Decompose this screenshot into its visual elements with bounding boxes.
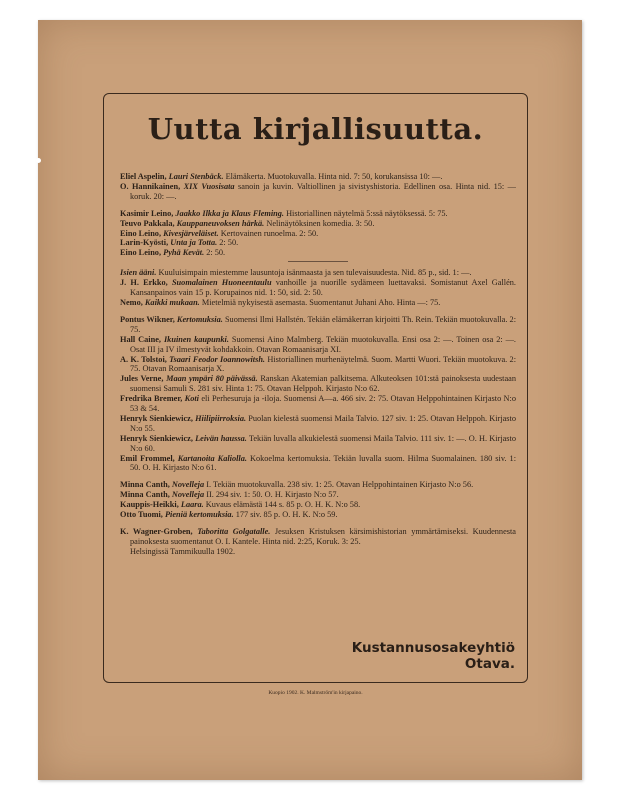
entry-author: Eino Leino,: [120, 248, 162, 258]
entry-description: Elämäkerta. Muotokuvalla. Hinta nid. 7: 50, korukansissa 10: —.: [225, 172, 443, 181]
entry-author: Hall Caine,: [120, 334, 161, 344]
book-list: [120, 172, 516, 557]
section-separator: [120, 261, 516, 268]
entry-description: Nelinäytöksinen komedia. 3: 50.: [266, 218, 375, 228]
book-entry: [120, 219, 516, 229]
entry-author: Nemo,: [120, 297, 143, 307]
entry-author: Pontus Wikner,: [120, 314, 175, 324]
entry-author: Kauppis-Heikki,: [120, 500, 179, 510]
book-entry: [120, 434, 516, 454]
entry-title: Kartanoita Kaliolla.: [177, 453, 247, 463]
entry-title: Koti: [184, 394, 199, 404]
entry-description: Suomensi Aino Malmberg. Tekiän muotokuvalla. Ensi osa 2: —. Toinen osa 2: —. Osat III ja IV ilmestyvät kohdakkoin. Otavan Romaanisarja XI.: [130, 334, 517, 354]
entry-description: 2: 50.: [219, 238, 239, 248]
entry-description: 177 siv. 85 p. O. H. K. N:o 59.: [235, 510, 338, 520]
entry-description: Historiallinen näytelmä 5:ssä näytöksessä. 5: 75.: [286, 208, 448, 218]
entry-description: Puolan kielestä suomensi Maila Talvio. 127 siv. 1: 25. Otavan Helppoh. Kirjasto N:o 55.: [130, 413, 516, 433]
entry-title: Kauppaneuvoksen härkä.: [176, 218, 265, 228]
section-separator: [120, 520, 516, 527]
entry-description: Kokoelma kertomuksia. Tekiän luvalla suom. Hilma Suomalainen. 180 siv. 1: 50. O. H. Kirjasto N:o 61.: [130, 453, 516, 473]
page-title: Uutta kirjallisuutta.: [147, 112, 484, 146]
entry-description: Tekiän luvalla alkukielestä suomensi Maila Talvio. 111 siv. 1: —. O. H. Kirjasto N:o 60.: [130, 433, 516, 453]
entry-author: Henryk Sienkiewicz,: [120, 413, 193, 423]
entry-author: Eliel Aspelin,: [120, 172, 167, 181]
entry-author: Minna Canth,: [120, 480, 170, 490]
book-entry: [120, 182, 516, 202]
book-entry: [120, 278, 516, 298]
entry-description: Ranskan Akatemian palkitsema. Alkuteoksen 101:stä painoksesta uudestaan suomensi Samuli S. 281 siv. Hinta 1: 75. Otavan Helppoh. Kirjasto N:o 62.: [130, 374, 517, 394]
book-entry: [120, 527, 516, 547]
entry-title: Laara.: [180, 500, 204, 510]
entry-title: Suomalainen Huoneentaulu: [171, 278, 272, 288]
entry-title: Unta ja Totta.: [170, 238, 218, 248]
book-entry: [120, 374, 516, 394]
entry-description: Historiallinen murhenäytelmä. Suom. Martti Wuori. Tekiän muotokuva. 2: 75. Otavan Romaanisarja X.: [130, 354, 516, 374]
entry-description: eli Perhesuruja ja -iloja. Suomensi A—a. 466 siv. 2: 75. Otavan Helppohintainen Kirjasto N:o 53 & 54.: [130, 394, 516, 414]
paper-hole: [36, 158, 41, 163]
entry-description: vanhoille ja nuorille sydämeen luettavaksi. Somistanut Axel Gallén. Kansanpainos vain 15 p. Korupainos nid. 1: 50, sid. 2: 50.: [130, 278, 516, 298]
book-entry: [120, 454, 516, 474]
publisher-name: Kustannusosakeyhtiö Otava.: [351, 640, 515, 672]
section-separator: [120, 308, 516, 315]
book-entry: [120, 298, 516, 308]
entry-title: Lauri Stenbäck.: [168, 172, 224, 181]
entry-author: Fredrika Bremer,: [120, 394, 183, 404]
book-entry: [120, 315, 516, 335]
entry-title: Jaakko Ilkka ja Klaus Fleming.: [175, 208, 284, 218]
entry-description: 2: 50.: [206, 248, 226, 258]
entry-title: Novelleja: [171, 490, 205, 500]
entry-title: Leivän haussa.: [195, 433, 247, 443]
book-entry: [120, 394, 516, 414]
entry-title: Kivesjärveläiset.: [163, 228, 219, 238]
entry-author: K. Wagner-Groben,: [120, 527, 193, 536]
entry-author: Eino Leino,: [120, 228, 162, 238]
entry-author: Teuvo Pakkala,: [120, 218, 175, 228]
book-entry: [120, 268, 516, 278]
entry-description: II. 294 siv. 1: 50. O. H. Kirjasto N:o 57.: [206, 490, 339, 500]
entry-author: Jules Verne,: [120, 374, 164, 384]
entry-title: Isien ääni.: [120, 268, 157, 278]
book-entry: [120, 355, 516, 375]
book-entry: [120, 172, 516, 182]
entry-title: Ikuinen kaupunki.: [163, 334, 229, 344]
book-entry: [120, 414, 516, 434]
book-entry: [120, 229, 516, 239]
book-entry: [120, 490, 516, 500]
section-separator: [120, 202, 516, 209]
book-entry: [120, 335, 516, 355]
entry-author: J. H. Erkko,: [120, 278, 168, 288]
entry-description: Suomensi Ilmi Hallstén. Tekiän elämäkerran kirjoitti Th. Rein. Tekiän muotokuvalla. 2: 75.: [130, 314, 517, 334]
entry-description: Kuuluisimpain miestemme lausuntoja isänmaasta ja sen tulevaisuudesta. Nid. 85 p., sid. 1: —.: [158, 268, 472, 278]
entry-description: sanoin ja kuvin. Valtiollinen ja sivistyshistoria. Edellinen osa. Hinta nid. 15: — koruk. 20: —.: [130, 181, 516, 201]
book-entry: [120, 238, 516, 248]
entry-title: Novelleja: [171, 480, 205, 490]
book-entry: [120, 209, 516, 219]
entry-title: Kertomuksia.: [176, 314, 223, 324]
book-entry: [120, 500, 516, 510]
book-entry: [120, 248, 516, 258]
entry-description: Mietelmiä nykyisestä asemasta. Suomentanut Juhani Aho. Hinta —: 75.: [201, 297, 441, 307]
entry-title: Tsaari Feodor Ioannowitsh.: [169, 354, 266, 364]
entry-title: Maan ympäri 80 päivässä.: [166, 374, 258, 384]
separator-rule: [288, 261, 348, 262]
book-entry: [120, 510, 516, 520]
book-entry: [120, 480, 516, 490]
entry-author: Otto Tuomi,: [120, 510, 163, 520]
dateline: Helsingissä Tammikuulla 1902.: [130, 546, 236, 556]
entry-author: Kasimir Leino,: [120, 208, 174, 218]
entry-author: Emil Frommel,: [120, 453, 175, 463]
entry-description: Kuvaus elämästä 144 s. 85 p. O. H. K. N:o 58.: [205, 500, 361, 510]
section-separator: [120, 473, 516, 480]
entry-title: Pyhä Kevät.: [163, 248, 205, 258]
printer-imprint: Kuopio 1902. K. Malmström'in kirjapaino.: [268, 690, 363, 696]
entry-description: Jesuksen Kristuksen kärsimishistorian ymmärtämiseksi. Kuudennesta painoksesta suomentanut O. I. Kantele. Hinta nid. 2:25, Koruk. 3: 25.: [130, 527, 516, 546]
entry-title: Pieniä kertomuksia.: [164, 510, 234, 520]
entry-title: XIX Vuosisata: [183, 181, 235, 191]
entry-title: Taboritta Golgatalle.: [197, 527, 271, 536]
entry-author: Minna Canth,: [120, 490, 170, 500]
entry-title: Kaikki mukaan.: [144, 297, 200, 307]
entry-author: A. K. Tolstoi,: [120, 354, 167, 364]
entry-description: I. Tekiän muotokuvalla. 238 siv. 1: 25. Otavan Helppohintainen Kirjasto N:o 56.: [206, 480, 474, 490]
entry-description: Kertovainen runoelma. 2: 50.: [220, 228, 319, 238]
entry-author: Henryk Sienkiewicz,: [120, 433, 193, 443]
entry-title: Hiilipiirroksia.: [195, 413, 247, 423]
entry-author: Larin-Kyösti,: [120, 238, 169, 248]
entry-author: O. Hannikainen,: [120, 181, 181, 191]
